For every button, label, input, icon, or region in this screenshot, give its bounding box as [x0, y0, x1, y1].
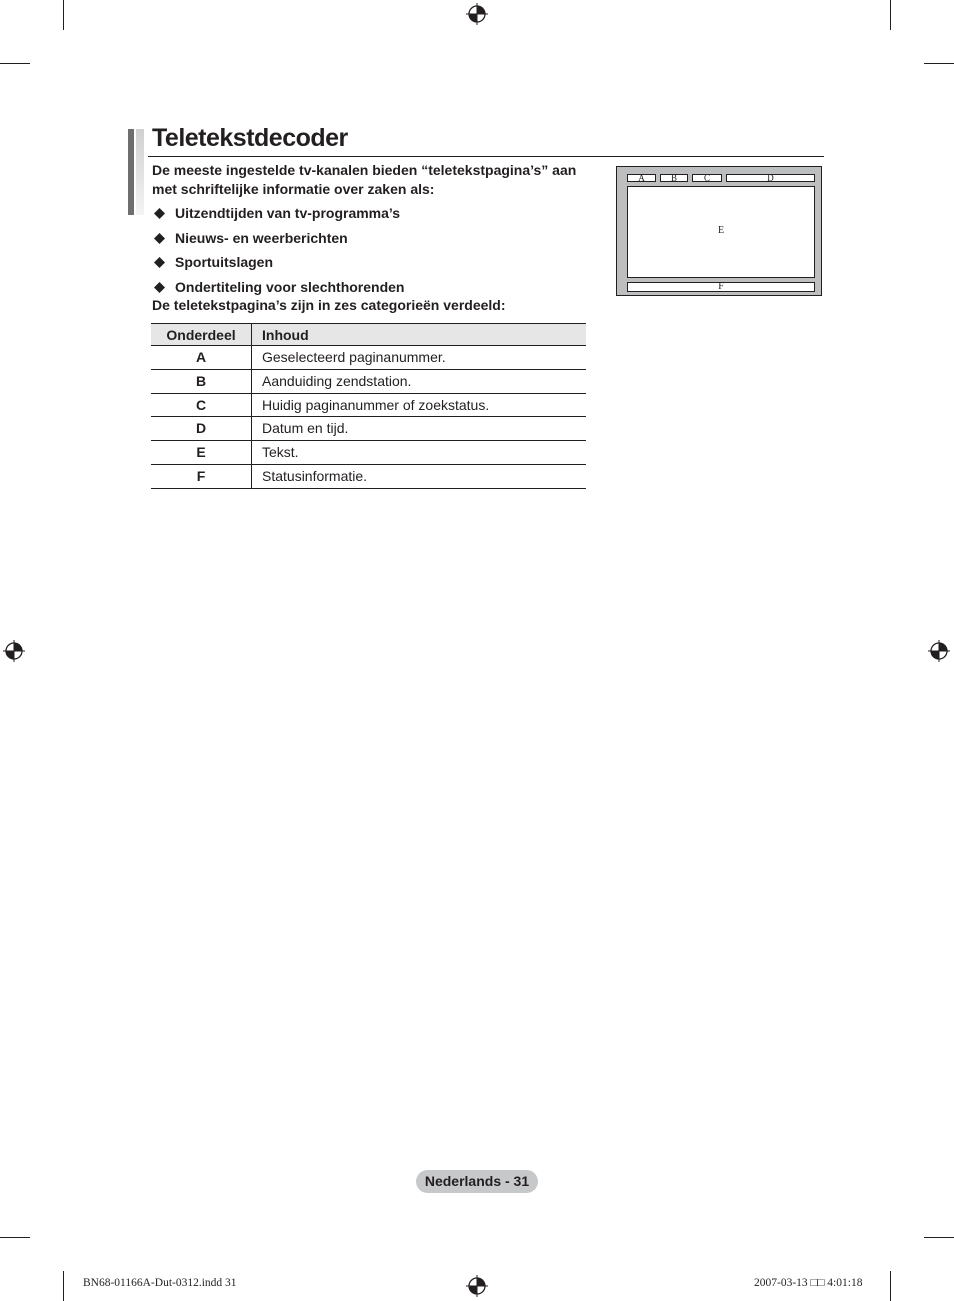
- table-header-row: [151, 323, 586, 346]
- table-cell-content: Tekst.: [262, 444, 299, 461]
- diagram-segment-b: B: [660, 174, 688, 182]
- table-cell-content: Huidig paginanummer of zoekstatus.: [262, 396, 490, 413]
- diagram-label-e: E: [717, 225, 725, 236]
- intro-text: De meeste ingestelde tv-kanalen bieden “teletekstpagina’s” aan met schriftelijke informatie over zaken als:: [152, 162, 577, 197]
- teletext-layout-diagram: [616, 166, 822, 296]
- crop-mark: [63, 0, 64, 30]
- categories-intro: De teletekstpagina’s zijn in zes categorieën verdeeld:: [152, 297, 506, 313]
- table-row: [151, 465, 586, 489]
- list-item: [152, 204, 404, 229]
- diamond-bullet-icon: [154, 208, 165, 219]
- title-accent-dark: [128, 129, 134, 215]
- topic-list: [152, 204, 404, 302]
- table-cell-part: E: [151, 441, 252, 464]
- crop-mark: [924, 1237, 954, 1238]
- table-cell-part: B: [151, 370, 252, 393]
- registration-mark-icon: [466, 3, 488, 25]
- title-divider: [148, 156, 824, 157]
- diagram-segment-d: D: [726, 174, 815, 182]
- diagram-segment-a: A: [627, 174, 656, 182]
- table-cell-part: C: [151, 394, 252, 417]
- diagram-status-bar: F: [627, 282, 815, 292]
- table-row: [151, 394, 586, 418]
- table-row: [151, 370, 586, 394]
- diagram-text-area: [627, 186, 815, 278]
- table-header-cell: Onderdeel: [151, 324, 252, 345]
- diamond-bullet-icon: [154, 282, 165, 293]
- table-cell-content: Geselecteerd paginanummer.: [262, 349, 446, 365]
- registration-mark-icon: [3, 640, 25, 662]
- registration-mark-icon: [466, 1275, 488, 1297]
- crop-mark: [63, 1271, 64, 1301]
- category-table: [151, 323, 586, 489]
- table-cell-content: Statusinformatie.: [262, 467, 368, 484]
- table-cell-content: Aanduiding zendstation.: [262, 372, 412, 389]
- list-item-label: Ondertiteling voor slechthorenden: [175, 278, 405, 295]
- table-cell-part: A: [151, 346, 252, 369]
- table-row: [151, 441, 586, 465]
- table-header-cell: Inhoud: [262, 327, 309, 343]
- page-number-badge: Nederlands - 31: [416, 1170, 538, 1193]
- registration-mark-icon: [928, 640, 950, 662]
- crop-mark: [924, 63, 954, 64]
- title-accent-light: [136, 129, 144, 215]
- page-title: Teletekstdecoder: [152, 124, 348, 152]
- crop-mark: [890, 0, 891, 30]
- crop-mark: [0, 63, 30, 64]
- crop-mark: [0, 1237, 30, 1238]
- table-row: [151, 346, 586, 370]
- crop-mark: [890, 1271, 891, 1301]
- list-item-label: Sportuitslagen: [175, 254, 274, 270]
- list-item-label: Nieuws- en weerberichten: [175, 229, 348, 246]
- list-item: [152, 253, 404, 278]
- table-row: [151, 417, 586, 441]
- table-cell-content: Datum en tijd.: [262, 420, 349, 437]
- list-item: [152, 229, 404, 254]
- diamond-bullet-icon: [154, 257, 165, 268]
- print-slug-date: 2007-03-13 □□ 4:01:18: [754, 1277, 863, 1289]
- print-slug-file: BN68-01166A-Dut-0312.indd 31: [83, 1277, 237, 1289]
- title-accent-bars: [128, 129, 144, 215]
- diamond-bullet-icon: [154, 233, 165, 244]
- list-item-label: Uitzendtijden van tv-programma’s: [175, 205, 401, 221]
- table-cell-part: D: [151, 417, 252, 440]
- diagram-segment-c: C: [692, 174, 722, 182]
- table-cell-part: F: [151, 465, 252, 488]
